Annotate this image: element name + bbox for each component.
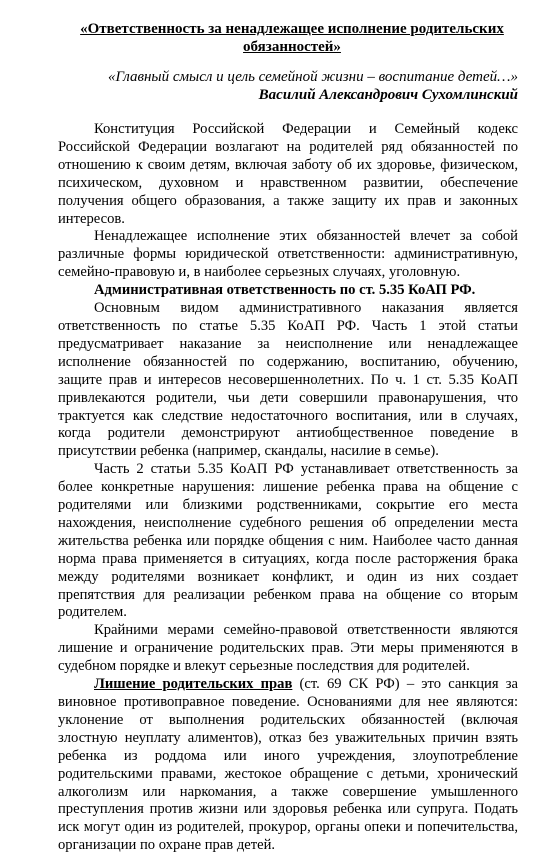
deprivation-text: (ст. 69 СК РФ) – это санкция за виновное противоправное поведение. Основаниями для нее являются: уклонение от выполнения родительских обязанностей (включая злостную неуплату алиментов), отказ без уважительных причин взять ребенка из роддома или иного учреждения, злоупотребление родительскими правами, жестокое обращение с детьми, хронический алкоголизм или наркомания, а также совершение умышленного преступления против жизни или здоровья ребенка или супруга. Подать иск могут один из родителей, прокурор, органы опеки и попечительства, организации по охране прав детей. <box>58 676 518 854</box>
document-title: «Ответственность за ненадлежащее исполнение родительских обязанностей» <box>80 21 504 55</box>
epigraph <box>58 68 518 104</box>
epigraph-quote: «Главный смысл и цель семейной жизни – воспитание детей…» <box>108 69 518 85</box>
paragraph-responsibility-forms: Ненадлежащее исполнение этих обязанностей влечет за собой различные формы юридической ответственности: административную, семейно-правовую и, в наиболее серьезных случаях, уголовную. <box>58 228 518 281</box>
paragraph-article-part2: Часть 2 статьи 5.35 КоАП РФ устанавливает ответственность за более конкретные нарушения: лишение ребенка права на общение с родителями или близкими родственниками, сокрытие его места нахождения, неисполнение судебного решения об определении места жительства ребенка или порядке общения с ним. Наиболее часто данная норма права применяется в ситуациях, когда после расторжения брака между родителями возникает конфликт, и один из них создает препятствия для реализации ребенком права на общение со вторым родителем. <box>58 461 518 621</box>
epigraph-author: Василий Александрович Сухомлинский <box>258 87 518 103</box>
heading-administrative: Административная ответственность по ст. 5.35 КоАП РФ. <box>94 282 476 299</box>
deprivation-term: Лишение родительских прав <box>94 676 293 693</box>
paragraph-deprivation <box>58 676 518 855</box>
paragraph-article-part1: Основным видом административного наказания является ответственность по статье 5.35 КоАП РФ. Часть 1 этой статьи предусматривает наказание за неисполнение или ненадлежащее исполнение обязанностей по содержанию, воспитанию, обучению, защите прав и интересов несовершеннолетних. По ч. 1 ст. 5.35 КоАП привлекаются родители, чьи дети совершили правонарушения, что трактуется как следствие недостаточного воспитания, или в случаях, когда родители демонстрируют антиобщественное поведение в присутствии ребенка (например, скандалы, насилие в семье). <box>58 300 518 460</box>
paragraph-constitution: Конституция Российской Федерации и Семейный кодекс Российской Федерации возлагают на родителей ряд обязанностей по отношению к своим детям, включая заботу об их здоровье, физическом, психическом, духовном и нравственном развитии, обеспечение получения общего образования, а также защиту их прав и законных интересов. <box>58 121 518 227</box>
paragraph-extreme-measures: Крайними мерами семейно-правовой ответственности являются лишение и ограничение родительских прав. Эти меры применяются в судебном порядке и влекут серьезные последствия для родителей. <box>58 622 518 675</box>
